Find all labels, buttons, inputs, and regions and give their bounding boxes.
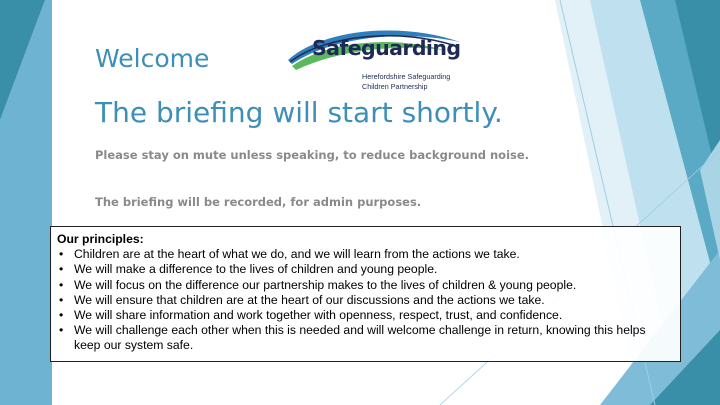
principle-item: • We will focus on the difference our partnership makes to the lives of children & young people. — [57, 278, 674, 293]
logo-subtitle — [362, 72, 450, 91]
principles-list — [57, 247, 674, 353]
principle-item: • Children are at the heart of what we do, and we will learn from the actions we take. — [57, 247, 674, 262]
mute-notice: Please stay on mute unless speaking, to reduce background noise. — [95, 148, 530, 162]
safeguarding-logo — [284, 20, 464, 100]
logo-subtitle-line2: Children Partnership — [362, 81, 428, 91]
welcome-heading: Welcome — [95, 44, 210, 73]
principles-title: Our principles: — [57, 232, 144, 246]
principles-box — [50, 226, 681, 362]
logo-wordmark: Safeguarding — [312, 36, 461, 60]
recording-notice: The briefing will be recorded, for admin purposes. — [95, 195, 422, 209]
principle-item: • We will challenge each other when this is needed and will welcome challenge in return, knowing this helps keep our system safe. — [57, 323, 674, 353]
principle-item: • We will make a difference to the lives of children and young people. — [57, 262, 674, 277]
principle-item: • We will ensure that children are at the heart of our discussions and the actions we take. — [57, 293, 674, 308]
principle-item: • We will share information and work together with openness, respect, trust, and confidence. — [57, 308, 674, 323]
logo-subtitle-line1: Herefordshire Safeguarding — [362, 72, 451, 81]
briefing-headline: The briefing will start shortly. — [95, 96, 503, 129]
